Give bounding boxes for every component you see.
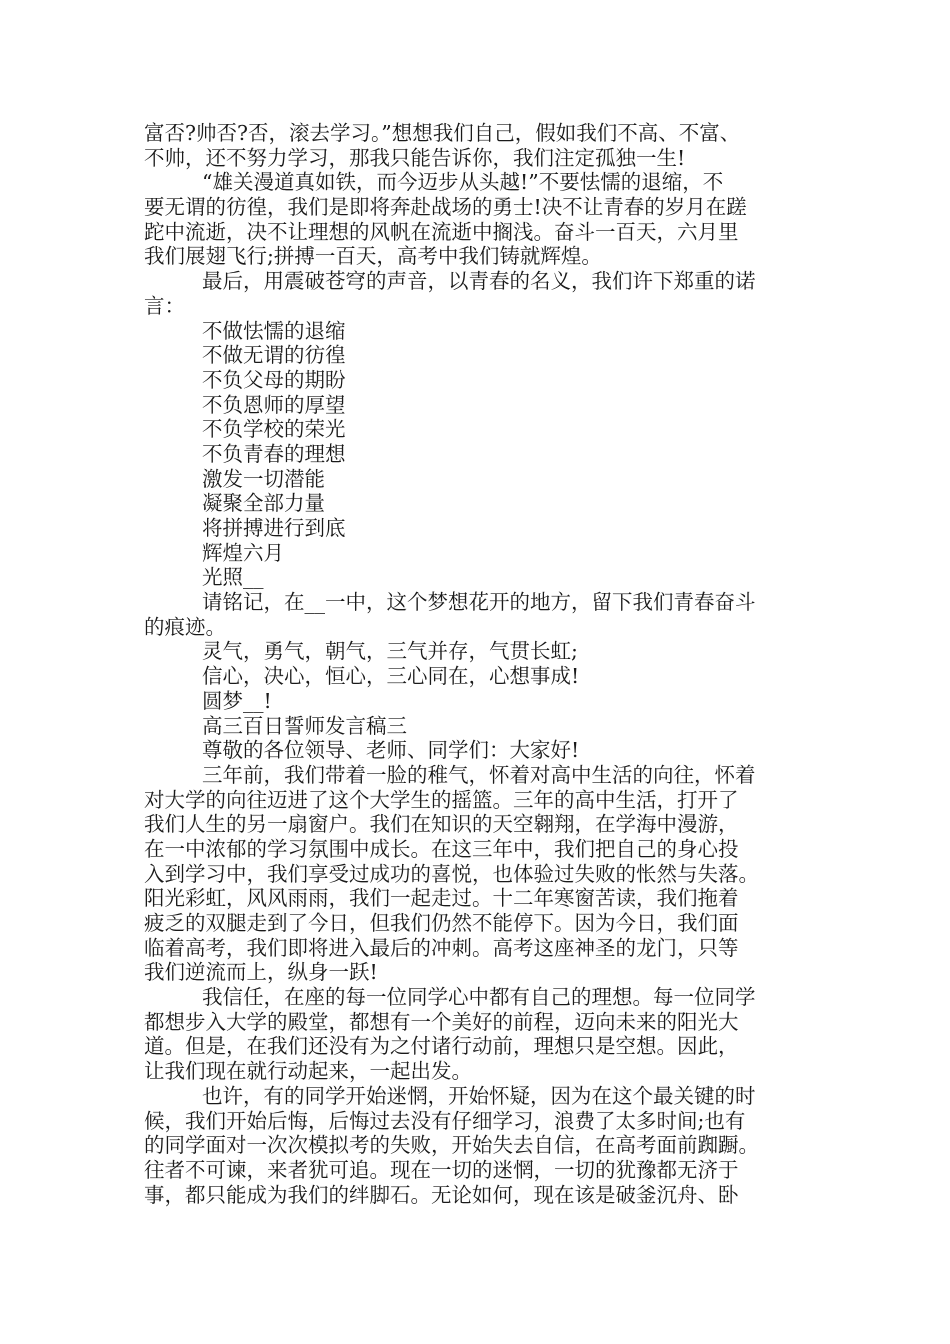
text-line: 在一中浓郁的学习氛围中成长。在这三年中，我们把自己的身心投 (144, 836, 739, 861)
text-line: 将拼搏进行到底 (202, 516, 346, 540)
text-line: 不做怯懦的退缩 (202, 318, 346, 343)
text-line: 请铭记，在__一中，这个梦想花开的地方，留下我们青春奋斗 (202, 590, 756, 615)
text-line: 候，我们开始后悔，后悔过去没有仔细学习，浪费了太多时间;也有 (144, 1108, 746, 1133)
text-line: 不负父母的期盼 (202, 367, 346, 392)
text-line: 我们逆流而上，纵身一跃! (144, 960, 378, 985)
text-line: 圆梦__! (202, 688, 272, 713)
text-line: 不负学校的荣光 (202, 417, 346, 442)
document-page (144, 121, 824, 1207)
text-line: 我们展翅飞行;拼搏一百天，高考中我们铸就辉煌。 (144, 244, 602, 269)
text-line: 言： (144, 293, 185, 318)
text-line: 也许，有的同学开始迷惘，开始怀疑，因为在这个最关键的时 (202, 1083, 756, 1108)
text-line: 我信任，在座的每一位同学心中都有自己的理想。每一位同学 (202, 985, 756, 1010)
text-line: 入到学习中，我们享受过成功的喜悦，也体验过失败的怅然与失落。 (144, 861, 759, 886)
text-line: 不负青春的理想 (202, 441, 346, 466)
text-line: 辉煌六月 (202, 540, 284, 565)
text-line: 道。但是，在我们还没有为之付诸行动前，理想只是空想。因此， (144, 1034, 739, 1059)
text-line: 往者不可谏，来者犹可追。现在一切的迷惘，一切的犹豫都无济于 (144, 1157, 739, 1182)
text-line: 跎中流逝，决不让理想的风帆在流逝中搁浅。奋斗一百天，六月里 (144, 219, 739, 244)
text-line: 临着高考，我们即将进入最后的冲刺。高考这座神圣的龙门，只等 (144, 935, 739, 960)
text-line: 让我们现在就行动起来，一起出发。 (144, 1059, 472, 1084)
text-line: 信心，决心，恒心，三心同在，心想事成! (202, 664, 580, 689)
text-line: 最后，用震破苍穹的声音，以青春的名义，我们许下郑重的诺 (202, 269, 756, 294)
text-line: 凝聚全部力量 (202, 491, 325, 516)
text-line: 光照__ (202, 565, 264, 590)
text-line: 的痕迹。 (144, 614, 226, 639)
text-line: 不做无谓的彷徨 (202, 343, 346, 368)
text-line: 要无谓的彷徨，我们是即将奔赴战场的勇士!决不让青春的岁月在蹉 (144, 195, 747, 220)
text-line: 阳光彩虹，风风雨雨，我们一起走过。十二年寒窗苦读，我们拖着 (144, 886, 739, 911)
text-line: 事，都只能成为我们的绊脚石。无论如何，现在该是破釜沉舟、卧 (144, 1182, 739, 1207)
text-line: 不负恩师的厚望 (202, 392, 346, 417)
text-line: 对大学的向往迈进了这个大学生的摇篮。三年的高中生活，打开了 (144, 787, 739, 812)
text-line: 三年前，我们带着一脸的稚气，怀着对高中生活的向往，怀着 (202, 762, 756, 787)
text-line: 的同学面对一次次模拟考的失败，开始失去自信，在高考面前踟蹰。 (144, 1133, 759, 1158)
text-line: 灵气，勇气，朝气，三气并存，气贯长虹; (202, 639, 578, 664)
text-line: 富否?帅否?否，滚去学习。”想想我们自己，假如我们不高、不富、 (144, 121, 741, 145)
text-line: 不帅，还不努力学习，那我只能告诉你，我们注定孤独一生! (144, 145, 686, 170)
text-line: 尊敬的各位领导、老师、同学们：大家好! (202, 738, 580, 763)
text-line: 疲乏的双腿走到了今日，但我们仍然不能停下。因为今日，我们面 (144, 911, 739, 935)
text-line: 我们人生的另一扇窗户。我们在知识的天空翱翔，在学海中漫游， (144, 812, 739, 837)
text-line: “雄关漫道真如铁，而今迈步从头越!”不要怯懦的退缩，不 (202, 170, 724, 195)
text-line: 都想步入大学的殿堂，都想有一个美好的前程，迈向未来的阳光大 (144, 1009, 739, 1034)
text-line: 激发一切潜能 (202, 466, 325, 491)
text-line: 高三百日誓师发言稿三 (202, 713, 407, 738)
